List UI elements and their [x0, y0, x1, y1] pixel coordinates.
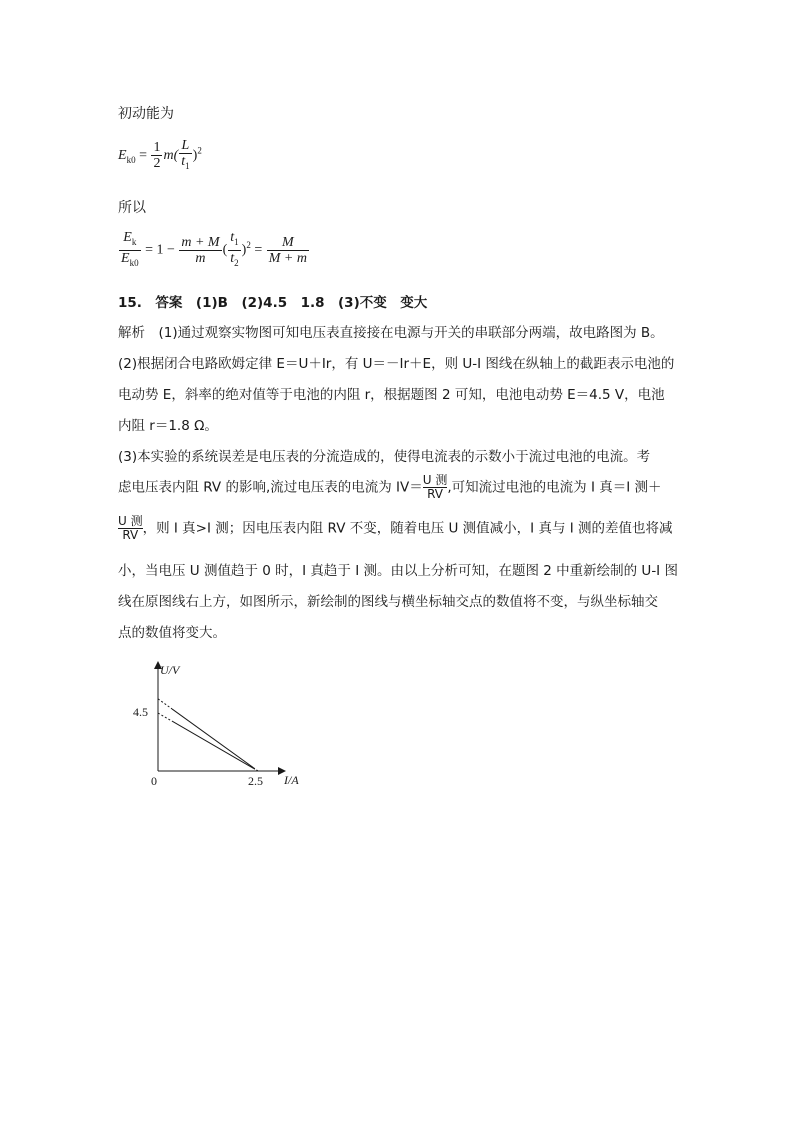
energy-ratio-formula [118, 230, 310, 271]
series-1-dotted-start [158, 699, 172, 709]
formula2-eq2: = [254, 242, 263, 258]
formula2-paren-close: ) [241, 242, 247, 258]
analysis-p3b [118, 474, 662, 501]
analysis-p3c-frac-num: U 测 [118, 514, 143, 528]
so-label: 所以 [118, 200, 146, 216]
analysis-p3b-frac [423, 474, 448, 501]
formula2-t-num-sub: 1 [234, 236, 239, 247]
analysis-p3a: (3)本实验的系统误差是电压表的分流造成的，使得电流表的示数小于流过电池的电流。考 [118, 449, 651, 465]
y-tick-label: 4.5 [133, 705, 148, 719]
formula2-lhs [119, 230, 141, 271]
intro-label: 初动能为 [118, 106, 174, 122]
formula1-frac [179, 138, 191, 174]
analysis-p3d: 小，当电压 U 测值趋于 0 时，I 真趋于 I 测。由以上分析可知，在题图 2 中重新绘制的 U-I 图 [118, 563, 678, 579]
analysis-p3b-frac-den: RV [423, 487, 448, 501]
formula1-m: m( [163, 148, 179, 164]
analysis-p2b: 电动势 E，斜率的绝对值等于电池的内阻 r，根据题图 2 可知，电池电动势 E＝4.5 V，电池 [118, 387, 665, 403]
analysis-p2a: (2)根据闭合电路欧姆定律 E＝U＋Ir，有 U＝－Ir＋E，则 U-I 图线在纵轴上的截距表示电池的 [118, 356, 675, 372]
formula1-eq: = [139, 148, 147, 164]
formula1-coef-num: 1 [153, 140, 161, 156]
formula2-lhs-num: E [123, 230, 132, 245]
formula2-lhs-den-sub: k0 [129, 257, 139, 268]
series-1-line [172, 709, 253, 768]
formula2-eq1: = 1 − [145, 242, 175, 258]
formula2-rhs-den: M + m [268, 250, 307, 266]
x-tick-label: 2.5 [248, 774, 263, 788]
formula2-t [228, 230, 240, 271]
formula1-coef-den: 2 [153, 156, 161, 172]
formula1-lhs-sub: k0 [126, 154, 136, 165]
formula1-power: 2 [197, 145, 202, 156]
analysis-p3c-frac-den: RV [118, 528, 143, 542]
u-i-chart [130, 660, 330, 795]
analysis-p2c: 内阻 r＝1.8 Ω。 [118, 418, 218, 434]
x-axis-label: I/A [284, 773, 299, 787]
formula2-mid [179, 235, 221, 266]
formula2-lhs-num-sub: k [131, 236, 137, 247]
analysis-p3b-frac-num: U 测 [422, 473, 448, 487]
formula2-rhs-num: M [282, 234, 294, 250]
analysis-p3c-frac [118, 515, 143, 542]
formula2-t-den-sub: 2 [234, 257, 239, 268]
series-0-dotted-start [158, 713, 172, 721]
analysis-p3e: 线在原图线右上方，如图所示，新绘制的图线与横坐标轴交点的数值将不变，与纵坐标轴交 [118, 594, 658, 610]
formula1-close: ) [192, 148, 198, 164]
formula1-lhs: E [118, 148, 127, 164]
formula2-t-num: t [230, 230, 235, 245]
analysis-p3b-pre: 虑电压表内阻 RV 的影响,流过电压表的电流为 IV＝ [118, 479, 423, 496]
analysis-p3c-post: ，则 I 真>I 测；因电压表内阻 RV 不变，随着电压 U 测值减小，I 真与 I 测的差值也将减 [142, 520, 673, 537]
formula1-coef [151, 140, 162, 171]
formula2-power: 2 [246, 239, 251, 250]
analysis-p3b-post: ,可知流过电池的电流为 I 真＝I 测＋ [447, 479, 662, 496]
formula1-frac-num: L [181, 138, 190, 153]
answer-line: 15. 答案 (1)B (2)4.5 1.8 (3)不变 变大 [118, 295, 428, 311]
formula2-paren-open: ( [222, 242, 228, 258]
formula2-rhs [267, 235, 309, 266]
formula1-frac-den-sub: 1 [185, 160, 190, 171]
analysis-p1: 解析 (1)通过观察实物图可知电压表直接接在电源与开关的串联部分两端，故电路图为 B。 [118, 325, 664, 341]
formula1-frac-den: t [181, 154, 186, 169]
kinetic-energy-formula [118, 138, 202, 174]
formula2-t-den: t [230, 250, 235, 266]
series-0-line [172, 721, 253, 768]
analysis-p3c [118, 515, 673, 542]
series-1-dotted-end [253, 768, 258, 771]
formula2-lhs-den: E [121, 250, 130, 266]
origin-label: 0 [151, 774, 157, 788]
formula2-mid-num: m + M [181, 234, 220, 250]
y-axis-label: U/V [160, 663, 180, 677]
formula2-mid-den: m [179, 250, 221, 266]
analysis-p3f: 点的数值将变大。 [118, 625, 226, 641]
